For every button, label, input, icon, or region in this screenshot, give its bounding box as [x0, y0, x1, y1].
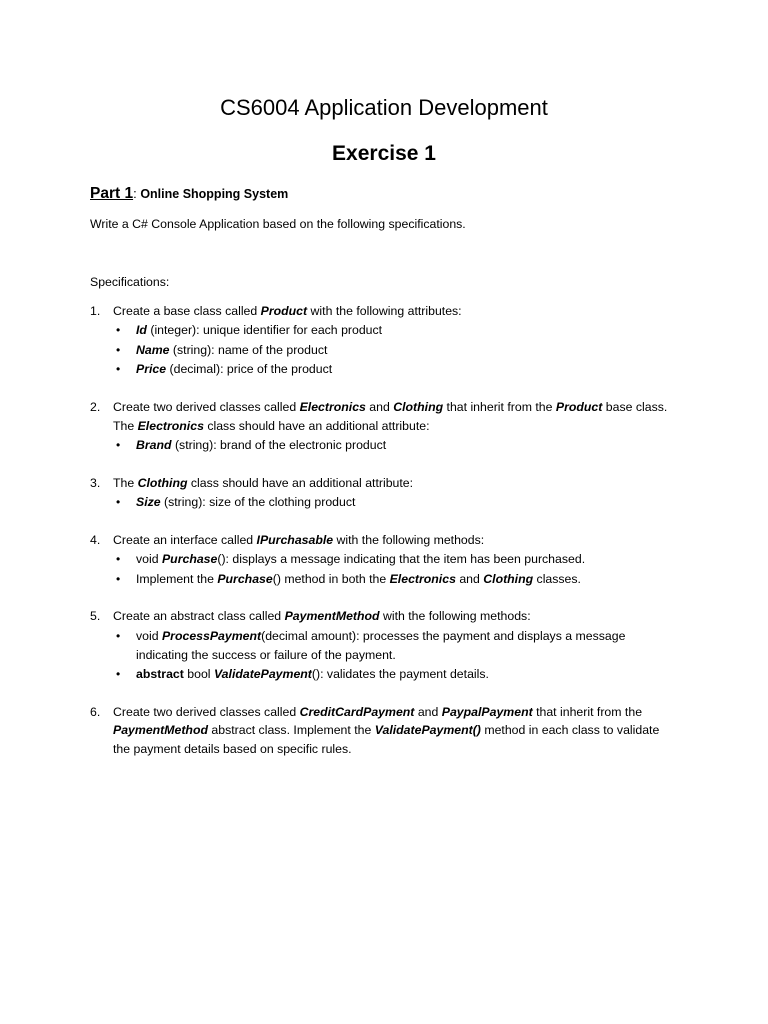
bullet-icon: • [116, 667, 121, 681]
item-6-text: Create two derived classes called CreditCardPayment and PaypalPayment that inherit from the [113, 705, 643, 719]
item-5-text: Create an abstract class called PaymentMethod with the following methods: [113, 609, 531, 623]
bullet-icon: • [116, 552, 121, 566]
bullet-icon: • [116, 438, 121, 452]
part-colon: : [133, 186, 141, 201]
item-number: 4. [90, 533, 101, 547]
bullet-icon: • [116, 323, 121, 337]
bullet-item: Brand (string): brand of the electronic product [136, 438, 387, 452]
item-3-text: The Clothing class should have an additional attribute: [113, 476, 414, 490]
bullet-item: Name (string): name of the product [136, 343, 328, 357]
item-number: 2. [90, 400, 101, 414]
bullet-item-continuation: indicating the success or failure of the payment. [136, 648, 396, 662]
bullet-item: abstract bool ValidatePayment(): validates the payment details. [136, 667, 489, 681]
bullet-item: Id (integer): unique identifier for each product [136, 323, 383, 337]
part-title: Online Shopping System [140, 187, 289, 201]
intro-text: Write a C# Console Application based on the following specifications. [90, 217, 466, 231]
bullet-item: Size (string): size of the clothing product [136, 495, 356, 509]
item-6-text-line3: the payment details based on specific rules. [113, 742, 352, 756]
page-title: CS6004 Application Development [220, 95, 548, 120]
item-2-text-line2: The Electronics class should have an additional attribute: [113, 419, 430, 433]
bullet-icon: • [116, 495, 121, 509]
bullet-icon: • [116, 362, 121, 376]
item-2-text: Create two derived classes called Electronics and Clothing that inherit from the Product base class. [113, 400, 668, 414]
bullet-icon: • [116, 629, 121, 643]
bullet-icon: • [116, 572, 121, 586]
item-1-text: Create a base class called Product with the following attributes: [113, 304, 462, 318]
item-number: 3. [90, 476, 101, 490]
bullet-item: Price (decimal): price of the product [136, 362, 333, 376]
item-number: 6. [90, 705, 101, 719]
item-number: 5. [90, 609, 101, 623]
exercise-heading: Exercise 1 [332, 142, 436, 165]
bullet-icon: • [116, 343, 121, 357]
specifications-heading: Specifications: [90, 275, 170, 289]
item-4-text: Create an interface called IPurchasable with the following methods: [113, 533, 485, 547]
item-6-text-line2: PaymentMethod abstract class. Implement the ValidatePayment() method in each class to validate [113, 723, 660, 737]
part-label: Part 1 [90, 185, 134, 202]
item-number: 1. [90, 304, 101, 318]
bullet-item: void Purchase(): displays a message indicating that the item has been purchased. [136, 552, 586, 566]
bullet-item: Implement the Purchase() method in both the Electronics and Clothing classes. [136, 572, 581, 586]
bullet-item: void ProcessPayment(decimal amount): processes the payment and displays a message [136, 629, 626, 643]
part-heading [90, 184, 288, 204]
